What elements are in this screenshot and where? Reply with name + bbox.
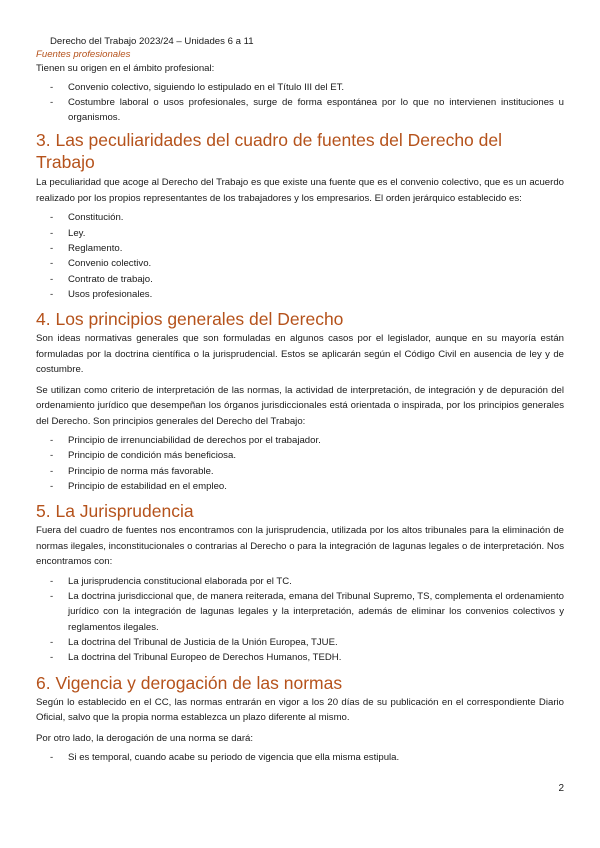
page-number: 2 [558,783,564,794]
list-item: - La doctrina jurisdiccional que, de manera reiterada, emana del Tribunal Supremo, TS, complementa el ordenamiento jurídico con la integración de lagunas legales y la interpretación, además de eliminar los convenios colectivos y reglamentos ilegales. [36,589,564,635]
list-s5 [36,574,564,666]
list-fuentes [36,80,564,126]
section-heading-3: 3. Las peculiaridades del cuadro de fuentes del Derecho del Trabajo [36,130,503,173]
paragraph-s4-1: Son ideas normativas generales que son formuladas en algunos casos por el legislador, aunque en su mayoría están formuladas por la doctrina científica o la jurisprudencial. Estos se aplicarán según el Código Civil en ausencia de ley y de costumbre. [36,333,564,376]
list-item: - Convenio colectivo, siguiendo lo estipulado en el Título III del ET. [36,80,564,95]
subheading-fuentes-profesionales: Fuentes profesionales [36,49,131,60]
list-s4 [36,433,564,494]
list-item: - Ley. [36,226,564,241]
paragraph-s6-1: Según lo establecido en el CC, las normas entrarán en vigor a los 20 días de su publicación en el correspondiente Diario Oficial, salvo que la propia norma establezca un plazo diferente al mismo. [36,696,564,724]
list-item: - La doctrina del Tribunal de Justicia de la Unión Europea, TJUE. [36,635,564,650]
paragraph-s4-2: Se utilizan como criterio de interpretación de las normas, la actividad de interpretación, de integración y de depuración del ordenamiento jurídico que desempeñan los órganos jurisdiccionales está orientada o inspirada, por los principios generales del Derecho. Son principios generales del Derecho del Trabajo: [36,384,564,427]
list-item: - Reglamento. [36,241,564,256]
list-item: - La doctrina del Tribunal Europeo de Derechos Humanos, TEDH. [36,650,564,665]
list-item: - Costumbre laboral o usos profesionales, surge de forma espontánea por lo que no intervienen instituciones u organismos. [36,95,564,126]
list-item: - Principio de condición más beneficiosa. [36,448,564,463]
running-header: Derecho del Trabajo 2023/24 – Unidades 6 a 11 [50,36,254,47]
section-heading-6: 6. Vigencia y derogación de las normas [36,672,343,693]
list-item: - Principio de norma más favorable. [36,464,564,479]
paragraph-fuentes-intro: Tienen su origen en el ámbito profesional: [36,63,215,74]
paragraph-s6-2: Por otro lado, la derogación de una norma se dará: [36,732,254,744]
list-item: - Usos profesionales. [36,287,564,302]
list-item: - Constitución. [36,210,564,225]
paragraph-s5: Fuera del cuadro de fuentes nos encontramos con la jurisprudencia, utilizada por los altos tribunales para la eliminación de normas ilegales, inconstitucionales o contrarias al Derecho o para la integración de lagunas legales o de interpretación. Nos encontramos con: [36,525,564,568]
list-item: - Convenio colectivo. [36,256,564,271]
list-item: - Si es temporal, cuando acabe su periodo de vigencia que ella misma estipula. [36,750,564,765]
paragraph-s3: La peculiaridad que acoge al Derecho del Trabajo es que existe una fuente que es el convenio colectivo, que es un acuerdo realizado por los propios representantes de los trabajadores y los empresarios. El orden jerárquico establecido es: [36,177,564,204]
list-item: - Contrato de trabajo. [36,272,564,287]
list-s3 [36,210,564,302]
section-heading-5: 5. La Jurisprudencia [36,501,194,522]
list-s6 [36,750,564,765]
list-item: - La jurisprudencia constitucional elaborada por el TC. [36,574,564,589]
document-page [36,36,564,765]
list-item: - Principio de estabilidad en el empleo. [36,479,564,494]
section-heading-4: 4. Los principios generales del Derecho [36,309,344,330]
list-item: - Principio de irrenunciabilidad de derechos por el trabajador. [36,433,564,448]
